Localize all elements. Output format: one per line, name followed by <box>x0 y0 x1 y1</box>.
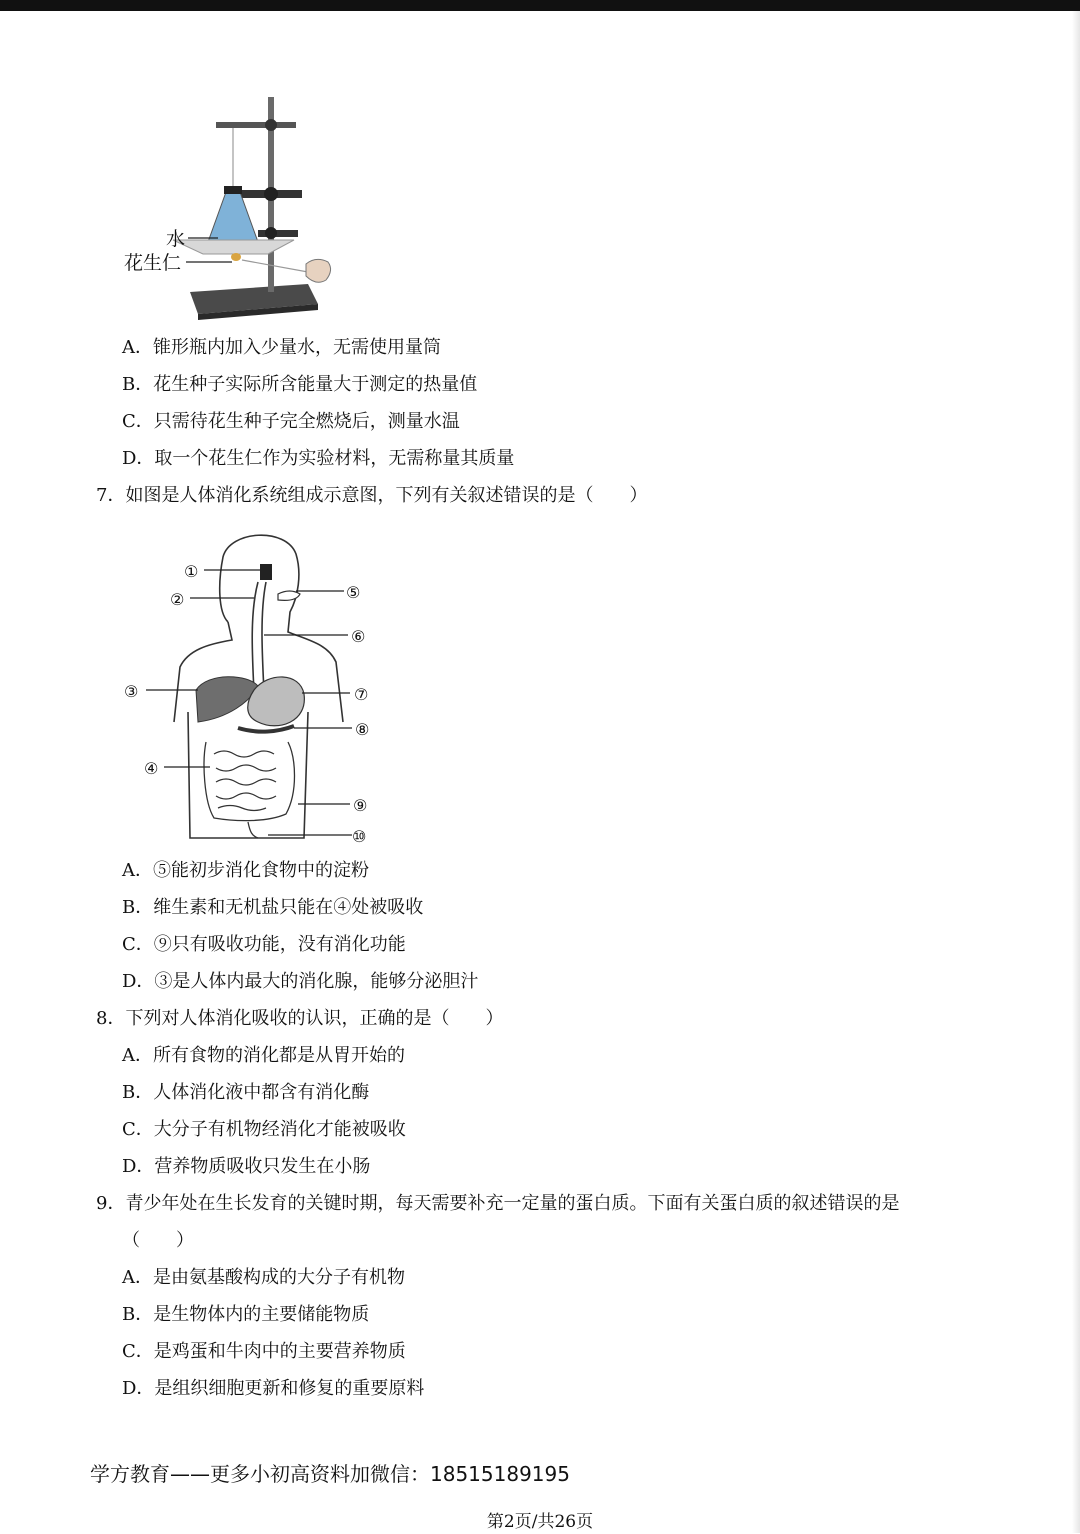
q8-option-a: A．所有食物的消化都是从胃开始的 <box>122 1045 405 1066</box>
organ-label-10: ⑩ <box>352 827 367 846</box>
organ-label-9: ⑨ <box>353 796 368 815</box>
q8-stem: 8．下列对人体消化吸收的认识，正确的是（ ） <box>96 1008 504 1029</box>
q8-option-c: C．大分子有机物经消化才能被吸收 <box>122 1119 406 1140</box>
q9-option-b: B．是生物体内的主要储能物质 <box>122 1304 370 1325</box>
q7-option-c: C．⑨只有吸收功能，没有消化功能 <box>122 934 406 955</box>
hand-icon <box>306 259 331 282</box>
q7-option-d: D．③是人体内最大的消化腺，能够分泌胆汁 <box>122 971 479 992</box>
q9-stem: 9．青少年处在生长发育的关键时期，每天需要补充一定量的蛋白质。下面有关蛋白质的叙述错误的是 <box>96 1193 900 1214</box>
q8-option-d: D．营养物质吸收只发生在小肠 <box>122 1156 371 1177</box>
q7-stem: 7．如图是人体消化系统组成示意图，下列有关叙述错误的是（ ） <box>96 485 648 506</box>
organ-label-4: ④ <box>144 759 159 778</box>
q9-option-d: D．是组织细胞更新和修复的重要原料 <box>122 1378 425 1399</box>
page-number: 第2页/共26页 <box>486 1512 594 1532</box>
organ-label-6: ⑥ <box>351 627 366 646</box>
peanut-icon <box>231 253 241 261</box>
q7-option-a: A．⑤能初步消化食物中的淀粉 <box>122 860 369 881</box>
intestine-icon <box>204 742 294 838</box>
q9-stem-bracket: （ ） <box>122 1230 194 1251</box>
label-water: 水 <box>166 228 186 250</box>
organ-label-2: ② <box>170 590 185 609</box>
top-bar <box>0 0 1080 11</box>
q7-option-b: B．维生素和无机盐只能在④处被吸收 <box>122 897 424 918</box>
footer-brand: 学方教育——更多小初高资料加微信：18515189195 <box>90 1462 570 1486</box>
q8-option-b: B．人体消化液中都含有消化酶 <box>122 1082 370 1103</box>
q6-option-a: A．锥形瓶内加入少量水，无需使用量筒 <box>122 337 441 358</box>
peanut-combustion-figure <box>118 92 344 324</box>
organ-label-3: ③ <box>124 682 139 701</box>
digestive-system-figure <box>118 522 378 848</box>
organ-label-5: ⑤ <box>346 583 361 602</box>
q6-option-c: C．只需待花生种子完全燃烧后，测量水温 <box>122 411 460 432</box>
organ-label-7: ⑦ <box>354 685 369 704</box>
organ-label-8: ⑧ <box>355 720 370 739</box>
q9-option-a: A．是由氨基酸构成的大分子有机物 <box>122 1267 405 1288</box>
top-clamp <box>216 122 296 128</box>
q6-option-d: D．取一个花生仁作为实验材料，无需称量其质量 <box>122 448 515 469</box>
q6-option-b: B．花生种子实际所含能量大于测定的热量值 <box>122 374 478 395</box>
label-peanut: 花生仁 <box>124 252 182 274</box>
page-edge-shadow <box>1072 11 1080 1533</box>
flask-icon <box>208 192 258 242</box>
q9-option-c: C．是鸡蛋和牛肉中的主要营养物质 <box>122 1341 406 1362</box>
organ-label-1: ① <box>184 562 199 581</box>
